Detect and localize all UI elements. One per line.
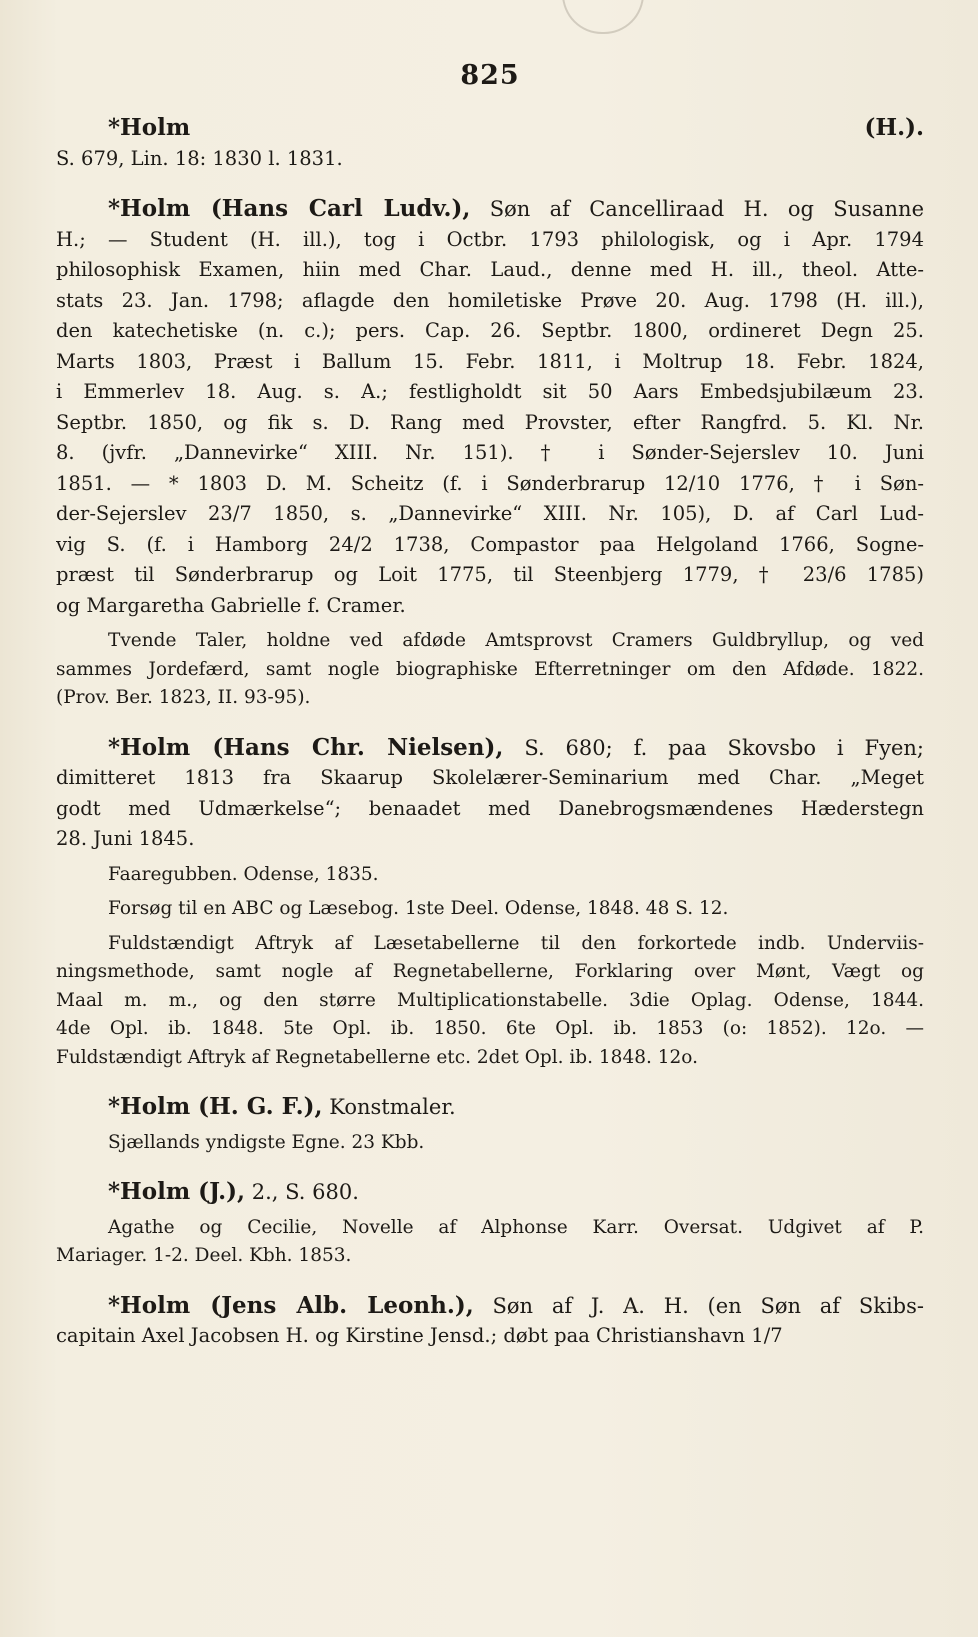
entry-text-line xyxy=(56,794,924,825)
entry-text: 2., S. 680. xyxy=(245,1180,359,1204)
entry-text: H.; — Student (H. ill.), tog i Octbr. 1793 philologisk, og i Apr. 1794 xyxy=(56,227,924,251)
entry-text-line xyxy=(56,499,924,530)
entry-text: i Emmerlev 18. Aug. s. A.; festligholdt sit 50 Aars Embedsjubilæum 23. xyxy=(56,380,924,403)
entry xyxy=(56,113,924,174)
entry-text-line xyxy=(56,144,924,175)
publication-line: Fuldstændigt Aftryk af Læsetabellerne til den forkortede indb. Underviis- xyxy=(108,932,924,954)
entry-text: præst til Sønderbrarup og Loit 1775, til Steenbjerg 1779, † 23/6 1785) xyxy=(56,563,924,586)
entry-text: 28. Juni 1845. xyxy=(56,827,195,850)
entry-text-line xyxy=(56,438,924,469)
entry xyxy=(56,1092,924,1157)
entry-heading-line xyxy=(56,1092,924,1123)
publication-line: ningsmethode, samt nogle af Regnetabellerne, Forklaring over Mønt, Vægt og xyxy=(56,961,924,982)
entry-text: vig S. (f. i Hamborg 24/2 1738, Compastor paa Helgoland 1766, Sogne- xyxy=(56,532,924,556)
entry-text: dimitteret 1813 fra Skaarup Skolelærer-Seminarium med Char. „Meget xyxy=(56,766,924,789)
entry-heading: *Holm (H.). xyxy=(108,114,924,141)
entry-text: Konstmaler. xyxy=(322,1095,456,1119)
entry-text: Søn af J. A. H. (en Søn af Skibs- xyxy=(473,1293,924,1318)
publication-line: Mariager. 1-2. Deel. Kbh. 1853. xyxy=(56,1245,352,1266)
entry-heading: *Holm (J.), xyxy=(108,1178,246,1205)
entries xyxy=(56,113,924,1352)
entry-text: den katechetiske (n. c.); pers. Cap. 26. Septbr. 1800, ordineret Degn 25. xyxy=(56,319,924,342)
entry-text: Søn af Cancelliraad H. og Susanne xyxy=(470,197,924,221)
entry-text: Marts 1803, Præst i Ballum 15. Febr. 1811, i Moltrup 18. Febr. 1824, xyxy=(56,349,924,373)
thumb-mark xyxy=(562,0,644,34)
entry-text: philosophisk Examen, hiin med Char. Laud., denne med H. ill., theol. Atte- xyxy=(56,258,924,281)
entry-text-line xyxy=(56,225,924,256)
publication xyxy=(56,1214,924,1271)
entry-text-line xyxy=(56,763,924,794)
entry-heading-line xyxy=(56,1291,924,1322)
entry-heading-line xyxy=(56,113,924,144)
publication-line: (Prov. Ber. 1823, II. 93-95). xyxy=(56,687,311,708)
entry-text-line xyxy=(56,1321,924,1352)
entry-text-line xyxy=(56,530,924,561)
entry xyxy=(56,194,924,713)
publication xyxy=(56,627,924,713)
entry-text: 1851. — * 1803 D. M. Scheitz (f. i Sønderbrarup 12/10 1776, † i Søn- xyxy=(56,471,924,495)
entry-text: capitain Axel Jacobsen H. og Kirstine Jensd.; døbt paa Christianshavn 1/7 xyxy=(56,1324,783,1347)
publication xyxy=(56,895,924,924)
publication-line: Maal m. m., og den større Multiplicationstabelle. 3die Oplag. Odense, 1844. xyxy=(56,989,924,1011)
publication-line: Sjællands yndigste Egne. 23 Kbb. xyxy=(108,1131,425,1153)
publication-line: Agathe og Cecilie, Novelle af Alphonse Karr. Oversat. Udgivet af P. xyxy=(108,1216,924,1238)
entry-text: og Margaretha Gabrielle f. Cramer. xyxy=(56,593,406,617)
entry-text: godt med Udmærkelse“; benaadet med Danebrogsmændenes Hæderstegn xyxy=(56,796,924,820)
entry-text-line xyxy=(56,347,924,378)
entry xyxy=(56,1177,924,1271)
entry-text: Septbr. 1850, og fik s. D. Rang med Provster, efter Rangfrd. 5. Kl. Nr. xyxy=(56,410,924,434)
entry-text: 8. (jvfr. „Dannevirke“ XIII. Nr. 151). † i Sønder-Sejerslev 10. Juni xyxy=(56,441,924,464)
publication-line: Tvende Taler, holdne ved afdøde Amtsprovst Cramers Guldbryllup, og ved xyxy=(108,630,924,651)
entry-heading: *Holm (Hans Chr. Nielsen), xyxy=(108,733,504,761)
entry-heading: *Holm (H. G. F.), xyxy=(108,1093,323,1120)
entry-heading-line xyxy=(56,1177,924,1208)
entry-text: stats 23. Jan. 1798; aflagde den homiletiske Prøve 20. Aug. 1798 (H. ill.), xyxy=(56,288,924,312)
entry-text-line xyxy=(56,560,924,591)
publication-line: sammes Jordefærd, samt nogle biographiske Efterretninger om den Afdøde. 1822. xyxy=(56,658,924,680)
entry-heading-line xyxy=(56,194,924,225)
entry-text-line xyxy=(56,316,924,347)
entry-text: S. 680; f. paa Skovsbo i Fyen; xyxy=(503,735,924,760)
entry xyxy=(56,1291,924,1352)
publication-line: Faaregubben. Odense, 1835. xyxy=(108,863,379,885)
entry-text-line xyxy=(56,377,924,408)
entry-text: S. 679, Lin. 18: 1830 l. 1831. xyxy=(56,146,343,170)
entry-text-line xyxy=(56,408,924,439)
publication xyxy=(56,930,924,1073)
page-number: 825 xyxy=(460,60,520,91)
entry-text-line xyxy=(56,591,924,622)
publication-line: Fuldstændigt Aftryk af Regnetabellerne etc. 2det Opl. ib. 1848. 12o. xyxy=(56,1046,698,1068)
entry-text-line xyxy=(56,824,924,855)
entry-text-line xyxy=(56,286,924,317)
entry-text-line xyxy=(56,255,924,286)
publication-line: Forsøg til en ABC og Læsebog. 1ste Deel. Odense, 1848. 48 S. 12. xyxy=(108,898,729,919)
entry-text-line xyxy=(56,469,924,500)
entry-heading-line xyxy=(56,733,924,764)
publication xyxy=(56,861,924,890)
entry xyxy=(56,733,924,1073)
entry-heading: *Holm (Hans Carl Ludv.), xyxy=(108,195,471,222)
publication xyxy=(56,1129,924,1158)
entry-text: der-Sejerslev 23/7 1850, s. „Dannevirke“ XIII. Nr. 105), D. af Carl Lud- xyxy=(56,502,924,525)
publication-line: 4de Opl. ib. 1848. 5te Opl. ib. 1850. 6te Opl. ib. 1853 (o: 1852). 12o. — xyxy=(56,1018,924,1039)
entry-heading: *Holm (Jens Alb. Leonh.), xyxy=(108,1291,474,1319)
